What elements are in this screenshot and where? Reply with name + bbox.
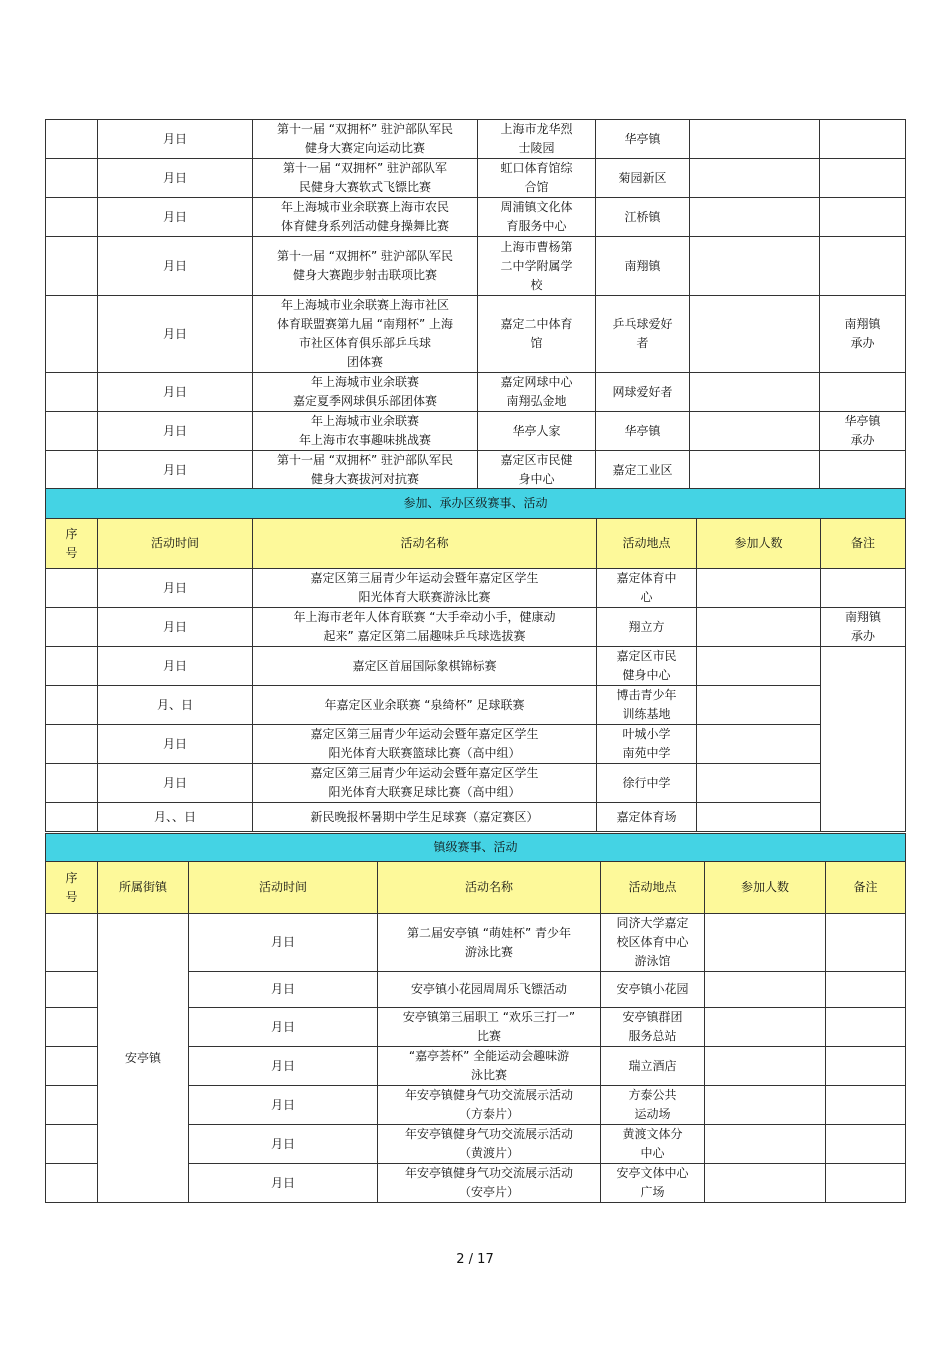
table-row — [46, 120, 906, 159]
table-cell — [46, 686, 98, 725]
table-cell: 月日 — [189, 972, 378, 1008]
col-header-place: 活动地点 — [601, 862, 705, 914]
table-cell — [690, 120, 820, 159]
table-cell: 年上海城市业余联赛 年上海市农事趣味挑战赛 — [253, 412, 478, 451]
table-cell: 月日 — [189, 1047, 378, 1086]
town-cell: 安亭镇 — [98, 914, 189, 1203]
table-cell — [705, 1008, 826, 1047]
table-cell: 第十一届 “双拥杯” 驻沪部队军民 健身大赛拔河对抗赛 — [253, 451, 478, 490]
table-cell: 年嘉定区业余联赛 “泉绮杯” 足球联赛 — [253, 686, 597, 725]
table-cell — [697, 647, 821, 686]
table-cell: 第十一届 “双拥杯” 驻沪部队军民 健身大赛定向运动比赛 — [253, 120, 478, 159]
table-cell — [46, 1047, 98, 1086]
table-cell: 华亭镇 — [596, 412, 690, 451]
table-cell: 月日 — [98, 412, 253, 451]
table-row — [46, 296, 906, 373]
table-cell: 虹口体育馆综 合馆 — [478, 159, 596, 198]
table-cell: 年安亭镇健身气功交流展示活动 （安亭片） — [378, 1164, 601, 1203]
table-cell — [690, 296, 820, 373]
table-cell: 菊园新区 — [596, 159, 690, 198]
table-cell: 月日 — [189, 1125, 378, 1164]
district-events-table — [45, 488, 906, 832]
table-cell: 网球爱好者 — [596, 373, 690, 412]
table-row — [46, 237, 906, 296]
table-cell: 嘉定区市民 健身中心 — [597, 647, 697, 686]
table-cell: 嘉定区市民健 身中心 — [478, 451, 596, 490]
table-cell — [46, 803, 98, 832]
table-cell — [705, 1086, 826, 1125]
table-cell — [705, 972, 826, 1008]
table-cell — [690, 412, 820, 451]
table-cell — [821, 569, 906, 608]
table-row — [46, 198, 906, 237]
table-cell: 月日 — [98, 373, 253, 412]
col-header-note: 备注 — [826, 862, 906, 914]
table-cell: 月日 — [98, 647, 253, 686]
table-row — [46, 608, 906, 647]
table-cell: 第十一届 “双拥杯” 驻沪部队军民 健身大赛跑步射击联项比赛 — [253, 237, 478, 296]
table-cell — [690, 451, 820, 490]
table-cell: 嘉定区第三届青少年运动会暨年嘉定区学生 阳光体育大联赛篮球比赛（高中组） — [253, 725, 597, 764]
table-cell — [46, 972, 98, 1008]
table-cell: 南翔镇 承办 — [821, 608, 906, 647]
table-cell — [820, 159, 906, 198]
table-cell — [826, 914, 906, 972]
table-cell: 月日 — [189, 914, 378, 972]
table-cell — [690, 373, 820, 412]
table-cell — [46, 608, 98, 647]
page-number: 2 / 17 — [456, 1252, 494, 1267]
table-cell: 安亭镇小花园周周乐飞镖活动 — [378, 972, 601, 1008]
table-row — [46, 451, 906, 490]
col-header-place: 活动地点 — [597, 519, 697, 569]
table-cell: 第十一届 “双拥杯” 驻沪部队军 民健身大赛软式飞镖比赛 — [253, 159, 478, 198]
table-cell — [826, 1164, 906, 1203]
table-cell — [705, 914, 826, 972]
table-cell: 华亭镇 承办 — [820, 412, 906, 451]
table-cell: 方泰公共 运动场 — [601, 1086, 705, 1125]
table-cell: 月日 — [98, 120, 253, 159]
section-header — [46, 834, 906, 862]
table-cell — [46, 120, 98, 159]
table-cell: 周浦镇文化体 育服务中心 — [478, 198, 596, 237]
table-cell — [46, 764, 98, 803]
table-row — [46, 647, 906, 686]
table-cell: 嘉定二中体育 馆 — [478, 296, 596, 373]
table-cell — [697, 725, 821, 764]
table-cell — [46, 296, 98, 373]
table-cell: 月日 — [98, 198, 253, 237]
col-header-num: 序 号 — [46, 519, 98, 569]
section-title: 镇级赛事、活动 — [46, 834, 906, 862]
table-cell: 月日 — [98, 569, 253, 608]
table-cell — [46, 914, 98, 972]
table-cell: 徐行中学 — [597, 764, 697, 803]
table-cell — [826, 972, 906, 1008]
table-cell: 翔立方 — [597, 608, 697, 647]
table-cell: 年上海城市业余联赛上海市社区 体育联盟赛第九届 “南翔杯” 上海 市社区体育俱乐部乒乓球 团体赛 — [253, 296, 478, 373]
table-cell: 年安亭镇健身气功交流展示活动 （黄渡片） — [378, 1125, 601, 1164]
table-cell — [46, 412, 98, 451]
table-cell: 年上海城市业余联赛上海市农民 体育健身系列活动健身操舞比赛 — [253, 198, 478, 237]
table-cell: 年上海城市业余联赛 嘉定夏季网球俱乐部团体赛 — [253, 373, 478, 412]
table-row — [46, 412, 906, 451]
table-cell — [697, 569, 821, 608]
table-cell: 南翔镇 承办 — [820, 296, 906, 373]
table-cell — [690, 159, 820, 198]
table-cell: 月日 — [189, 1164, 378, 1203]
table-cell: 月日 — [98, 725, 253, 764]
table-cell: 月日 — [98, 159, 253, 198]
table-cell: 月日 — [98, 451, 253, 490]
table-cell — [820, 373, 906, 412]
table-cell — [46, 373, 98, 412]
table-cell — [697, 686, 821, 725]
table-cell: 嘉定体育场 — [597, 803, 697, 832]
table-cell — [46, 569, 98, 608]
table-cell: 博击青少年 训练基地 — [597, 686, 697, 725]
table-row — [46, 725, 906, 764]
table-cell: 月日 — [98, 296, 253, 373]
table-cell — [46, 1164, 98, 1203]
town-events-table — [45, 833, 906, 1203]
table-row — [46, 803, 906, 832]
col-header-note: 备注 — [821, 519, 906, 569]
col-header-name: 活动名称 — [253, 519, 597, 569]
table-cell — [697, 764, 821, 803]
table-cell: 叶城小学 南苑中学 — [597, 725, 697, 764]
table-cell — [46, 159, 98, 198]
table-cell — [690, 198, 820, 237]
table-cell: 嘉定工业区 — [596, 451, 690, 490]
table-cell: 嘉定区第三届青少年运动会暨年嘉定区学生 阳光体育大联赛游泳比赛 — [253, 569, 597, 608]
table-cell — [826, 1125, 906, 1164]
table-cell: 月日 — [189, 1086, 378, 1125]
table-cell — [820, 198, 906, 237]
table-cell — [46, 1086, 98, 1125]
table-cell: 新民晚报杯暑期中学生足球赛（嘉定赛区） — [253, 803, 597, 832]
table-cell: 嘉定体育中 心 — [597, 569, 697, 608]
table-cell: 黄渡文体分 中心 — [601, 1125, 705, 1164]
section-title: 参加、承办区级赛事、活动 — [46, 489, 906, 519]
col-header-num: 序 号 — [46, 862, 98, 914]
table-cell — [705, 1047, 826, 1086]
table-cell — [46, 1125, 98, 1164]
section-header — [46, 489, 906, 519]
table-cell: 月日 — [98, 764, 253, 803]
table-cell: 嘉定区第三届青少年运动会暨年嘉定区学生 阳光体育大联赛足球比赛（高中组） — [253, 764, 597, 803]
table-cell: 月日 — [98, 237, 253, 296]
table-cell: 乒乓球爱好 者 — [596, 296, 690, 373]
table-cell — [697, 803, 821, 832]
table-row — [46, 914, 906, 972]
table-cell — [697, 608, 821, 647]
table-cell: 第二届安亭镇 “萌娃杯” 青少年 游泳比赛 — [378, 914, 601, 972]
table-cell — [820, 237, 906, 296]
table-row — [46, 159, 906, 198]
table-cell: 月、日 — [98, 686, 253, 725]
col-header-count: 参加人数 — [705, 862, 826, 914]
table-cell: 年上海市老年人体育联赛 “大手牵动小手，健康动 起来” 嘉定区第二届趣味乒乓球选拔赛 — [253, 608, 597, 647]
table-cell — [821, 647, 906, 832]
table-cell — [46, 237, 98, 296]
table-cell — [46, 198, 98, 237]
table-cell — [46, 451, 98, 490]
table-row — [46, 686, 906, 725]
table-cell: 安亭镇第三届职工 “欢乐三打一” 比赛 — [378, 1008, 601, 1047]
table-row — [46, 373, 906, 412]
city-events-table — [45, 119, 906, 490]
col-header-time: 活动时间 — [189, 862, 378, 914]
table-cell — [46, 1008, 98, 1047]
table-cell — [690, 237, 820, 296]
table-cell — [46, 725, 98, 764]
table-cell: 安亭镇群团 服务总站 — [601, 1008, 705, 1047]
table-cell: 同济大学嘉定 校区体育中心 游泳馆 — [601, 914, 705, 972]
table-cell — [826, 1047, 906, 1086]
table-cell — [46, 647, 98, 686]
table-cell: 瑞立酒店 — [601, 1047, 705, 1086]
table-row — [46, 569, 906, 608]
table-cell: 嘉定网球中心 南翔弘金地 — [478, 373, 596, 412]
table-cell: 华亭人家 — [478, 412, 596, 451]
col-header-time: 活动时间 — [98, 519, 253, 569]
table-cell: 月、、日 — [98, 803, 253, 832]
table-cell: 上海市龙华烈 士陵园 — [478, 120, 596, 159]
table-cell: 月日 — [98, 608, 253, 647]
table-cell — [826, 1086, 906, 1125]
col-header-count: 参加人数 — [697, 519, 821, 569]
table-cell: 安亭镇小花园 — [601, 972, 705, 1008]
table-cell: 华亭镇 — [596, 120, 690, 159]
table-row — [46, 764, 906, 803]
col-header-name: 活动名称 — [378, 862, 601, 914]
table-cell: 安亭文体中心 广场 — [601, 1164, 705, 1203]
table-cell: 月日 — [189, 1008, 378, 1047]
table-cell: 嘉定区首届国际象棋锦标赛 — [253, 647, 597, 686]
table-cell: 南翔镇 — [596, 237, 690, 296]
table-cell — [820, 451, 906, 490]
table-cell — [705, 1125, 826, 1164]
table-cell — [820, 120, 906, 159]
table-cell: 江桥镇 — [596, 198, 690, 237]
table-cell — [705, 1164, 826, 1203]
table-header — [46, 862, 906, 914]
table-header — [46, 519, 906, 569]
table-cell — [826, 1008, 906, 1047]
col-header-town: 所属街镇 — [98, 862, 189, 914]
table-cell: “嘉亭荟杯” 全能运动会趣味游 泳比赛 — [378, 1047, 601, 1086]
table-cell: 上海市曹杨第 二中学附属学 校 — [478, 237, 596, 296]
table-cell: 年安亭镇健身气功交流展示活动 （方泰片） — [378, 1086, 601, 1125]
